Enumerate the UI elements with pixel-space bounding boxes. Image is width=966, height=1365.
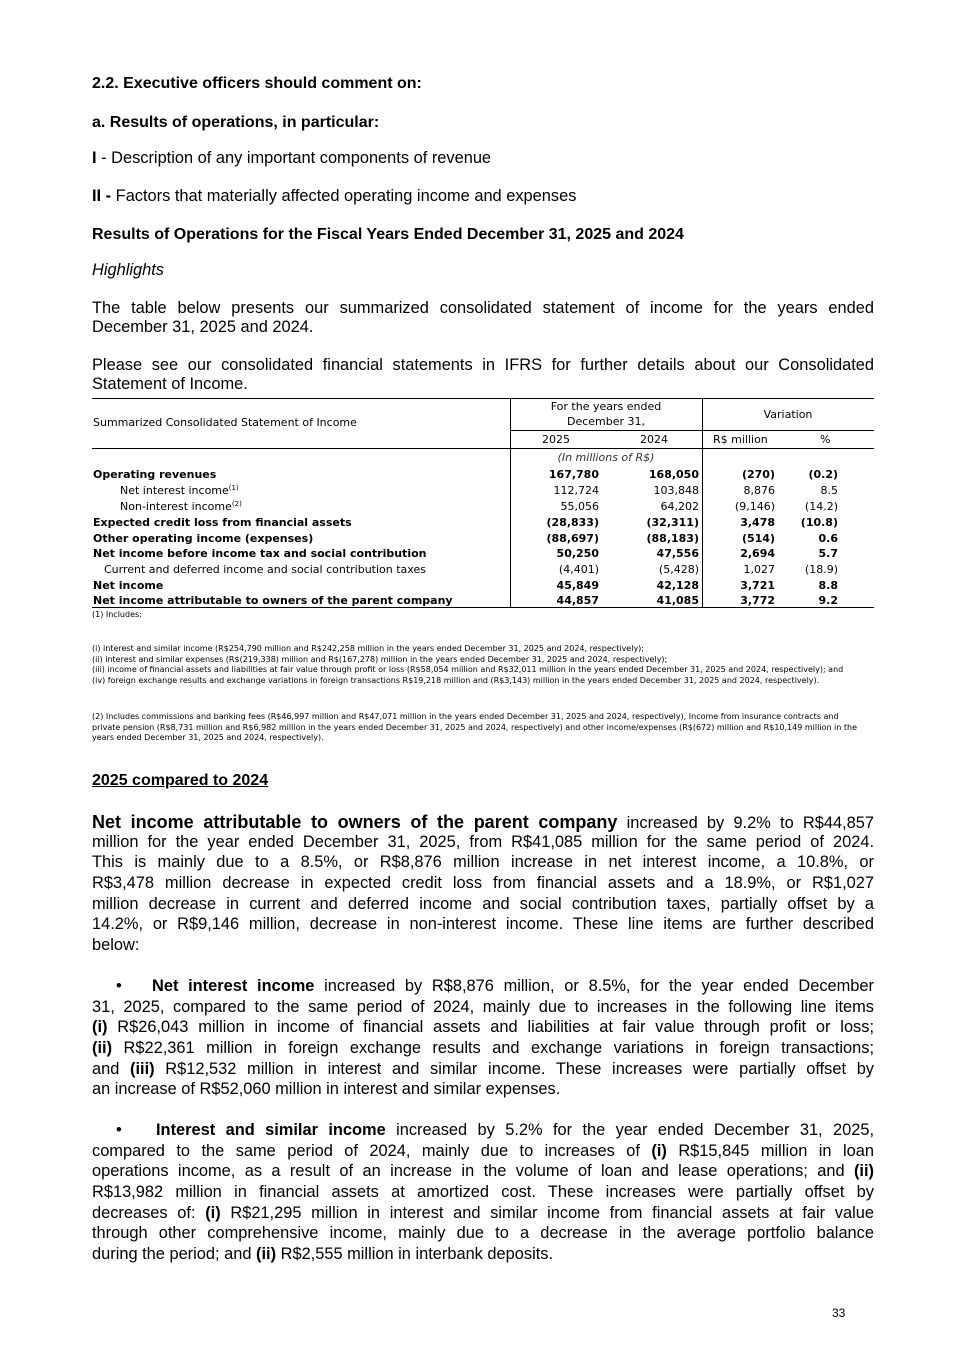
- cell-v2024: (88,183): [646, 532, 699, 545]
- table-header-rule: [92, 448, 874, 449]
- table-subheader-rule: [510, 430, 874, 431]
- includes-note: (1) Includes:: [92, 610, 142, 619]
- cell-pct: (0.2): [808, 468, 838, 481]
- cell-pct: 0.6: [818, 532, 838, 545]
- footnote-1-i: (i) interest and similar income (R$254,790 million and R$242,258 million in the years ended December 31, 2025 and 2024, respectively);: [92, 644, 644, 653]
- row-label: Net income: [93, 579, 164, 592]
- cell-var: (514): [741, 532, 775, 545]
- bullet-marker: •: [116, 1121, 122, 1139]
- row-label: Net income attributable to owners of the parent company: [93, 594, 453, 607]
- table-row: [92, 500, 874, 515]
- col-2024: 2024: [640, 433, 668, 446]
- cell-v2025: 112,724: [553, 484, 599, 497]
- cell-v2024: 41,085: [656, 594, 699, 607]
- footnote-2: [92, 712, 857, 744]
- cell-var: 3,721: [740, 579, 775, 592]
- period-header-2: December 31,: [566, 415, 646, 428]
- col-pct: %: [820, 433, 831, 446]
- col-rs-million: R$ million: [713, 433, 768, 446]
- item-i: I - Description of any important components of revenue: [92, 149, 492, 167]
- cell-var: 3,478: [740, 516, 775, 529]
- row-label: Other operating income (expenses): [93, 532, 314, 545]
- table-row: [92, 563, 874, 578]
- table-top-rule: [92, 398, 874, 399]
- cell-v2025: 55,056: [560, 500, 599, 513]
- table-row: [92, 468, 874, 483]
- cell-v2025: 45,849: [556, 579, 599, 592]
- cell-pct: (10.8): [800, 516, 838, 529]
- intro-p1-line2: December 31, 2025 and 2024.: [92, 318, 314, 336]
- footnote-1-ii: (ii) interest and similar expenses (R$(219,338) million and R$(167,278) million in the years ended December 31, 2025 and 2024, respectively);: [92, 654, 668, 664]
- footnote-ref: (1): [228, 484, 239, 492]
- units-note: (In millions of R$): [557, 451, 655, 464]
- cell-var: (9,146): [734, 500, 775, 513]
- summary-paragraph: Net income attributable to owners of the parent company increased by 9.2% to R$44,857 million for the year ended December 31, 2025, from R$41,085 million for the same period of 2024. This is mainly due to a 8.5%, or R$8,876 million increase in net interest income, a 10.8%, or R$3,478 million decrease in expected credit loss from financial assets and a 18.9%, or R$1,027 million decrease in current and deferred income and social contribution taxes, partially offset by a 14.2%, or R$9,146 million, decrease in non-interest income. These line items are further described below:: [92, 812, 874, 955]
- table-row: [92, 532, 874, 547]
- table-title: Summarized Consolidated Statement of Income: [93, 416, 357, 429]
- cell-v2024: (32,311): [646, 516, 699, 529]
- footnote-2-line3: years ended December 31, 2025 and 2024, respectively).: [92, 733, 324, 743]
- bullet-interest-similar-income: • Interest and similar income increased by 5.2% for the year ended December 31, 2025, compared to the same period of 2024, mainly due to increases of (i) R$15,845 million in loan operations income, as a result of an increase in the volume of loan and lease operations; and (ii) R$13,982 million in financial assets at amortized cost. These increases were partially offset by decreases of: (i) R$21,295 million in interest and similar income from financial assets at fair value through other comprehensive income, mainly due to a decrease in the average portfolio balance during the period; and (ii) R$2,555 million in interbank deposits.: [92, 1121, 875, 1264]
- results-title: Results of Operations for the Fiscal Years Ended December 31, 2025 and 2024: [92, 226, 684, 243]
- footnote-1-iii: (iii) income of financial assets and liabilities at fair value through profit or loss (R$58,054 million and R$32,011 million in the years ended December 31, 2025 and 2024, respectively); and: [92, 665, 844, 675]
- cell-v2025: (28,833): [546, 516, 599, 529]
- cell-v2025: 50,250: [556, 547, 599, 560]
- cell-var: 2,694: [740, 547, 775, 560]
- table-row: [92, 484, 874, 499]
- intro-p1-line1: The table below presents our summarized consolidated statement of income for the years ended: [92, 299, 874, 317]
- row-label: Current and deferred income and social contribution taxes: [104, 563, 426, 576]
- cell-var: 1,027: [743, 563, 775, 576]
- col-2025: 2025: [542, 433, 570, 446]
- cell-pct: 8.5: [820, 484, 838, 497]
- cell-v2024: 64,202: [660, 500, 699, 513]
- subsection-heading: a. Results of operations, in particular:: [92, 114, 380, 131]
- footnote-1-iv: (iv) foreign exchange results and exchange variations in foreign transactions R$19,218 million and (R$3,143) million in the years ended December 31, 2025 and 2024, respectively).: [92, 675, 820, 685]
- cell-var: 8,876: [743, 484, 775, 497]
- section-heading: 2.2. Executive officers should comment on:: [92, 75, 422, 92]
- table-row: [92, 594, 874, 609]
- cell-pct: (18.9): [804, 563, 838, 576]
- intro-p2-line1: Please see our consolidated financial statements in IFRS for further details about our Consolidated: [92, 356, 874, 374]
- footnote-ref: (2): [231, 500, 242, 508]
- cell-pct: 5.7: [818, 547, 838, 560]
- bullet-net-interest-income: • Net interest income increased by R$8,876 million, or 8.5%, for the year ended December 31, 2025, compared to the same period of 2024, mainly due to increases in the following line items (i) R$26,043 million in income of financial assets and liabilities at fair value through profit or loss; (ii) R$22,361 million in foreign exchange results and exchange variations in foreign transactions; and (iii) R$12,532 million in interest and similar income. These increases were partially offset by an increase of R$52,060 million in interest and similar expenses.: [92, 977, 875, 1099]
- table-row: [92, 579, 874, 594]
- row-label: Expected credit loss from financial assets: [93, 516, 352, 529]
- cell-v2025: 44,857: [556, 594, 599, 607]
- footnote-2-line2: private pension (R$8,731 million and R$6,982 million in the years ended December 31, 2025 and 2024, respectively) and other income/expenses (R$(672) million and R$10,149 million in the: [92, 722, 858, 732]
- row-label: Operating revenues: [93, 468, 217, 481]
- period-header-1: For the years ended: [550, 400, 662, 413]
- page-number: 33: [832, 1306, 846, 1320]
- intro-p2-line2: Statement of Income.: [92, 375, 248, 393]
- footnote-1: [92, 644, 843, 686]
- variation-header: Variation: [763, 408, 813, 421]
- cell-var: (270): [741, 468, 775, 481]
- cell-pct: 8.8: [818, 579, 838, 592]
- row-label: Non-interest income: [120, 500, 232, 513]
- table-row: [92, 516, 874, 531]
- cell-v2024: 168,050: [648, 468, 699, 481]
- row-label: Net income before income tax and social contribution: [93, 547, 427, 560]
- footnote-2-line1: (2) Includes commissions and banking fees (R$46,997 million and R$47,071 million in the years ended December 31, 2025 and 2024, respectively), Income from insurance contracts and: [92, 712, 839, 721]
- highlights-label: Highlights: [92, 261, 164, 279]
- cell-pct: (14.2): [804, 500, 838, 513]
- cell-v2025: (88,697): [546, 532, 599, 545]
- table-row: [92, 547, 874, 562]
- comparison-heading: 2025 compared to 2024: [92, 772, 269, 789]
- cell-var: 3,772: [740, 594, 775, 607]
- cell-v2024: 47,556: [656, 547, 699, 560]
- cell-v2025: 167,780: [548, 468, 599, 481]
- cell-pct: 9.2: [818, 594, 838, 607]
- item-ii: II - Factors that materially affected operating income and expenses: [92, 187, 577, 205]
- cell-v2025: (4,401): [558, 563, 599, 576]
- row-label: Net interest income: [120, 484, 229, 497]
- cell-v2024: (5,428): [658, 563, 699, 576]
- bullet-marker: •: [116, 977, 122, 995]
- cell-v2024: 103,848: [653, 484, 699, 497]
- cell-v2024: 42,128: [656, 579, 699, 592]
